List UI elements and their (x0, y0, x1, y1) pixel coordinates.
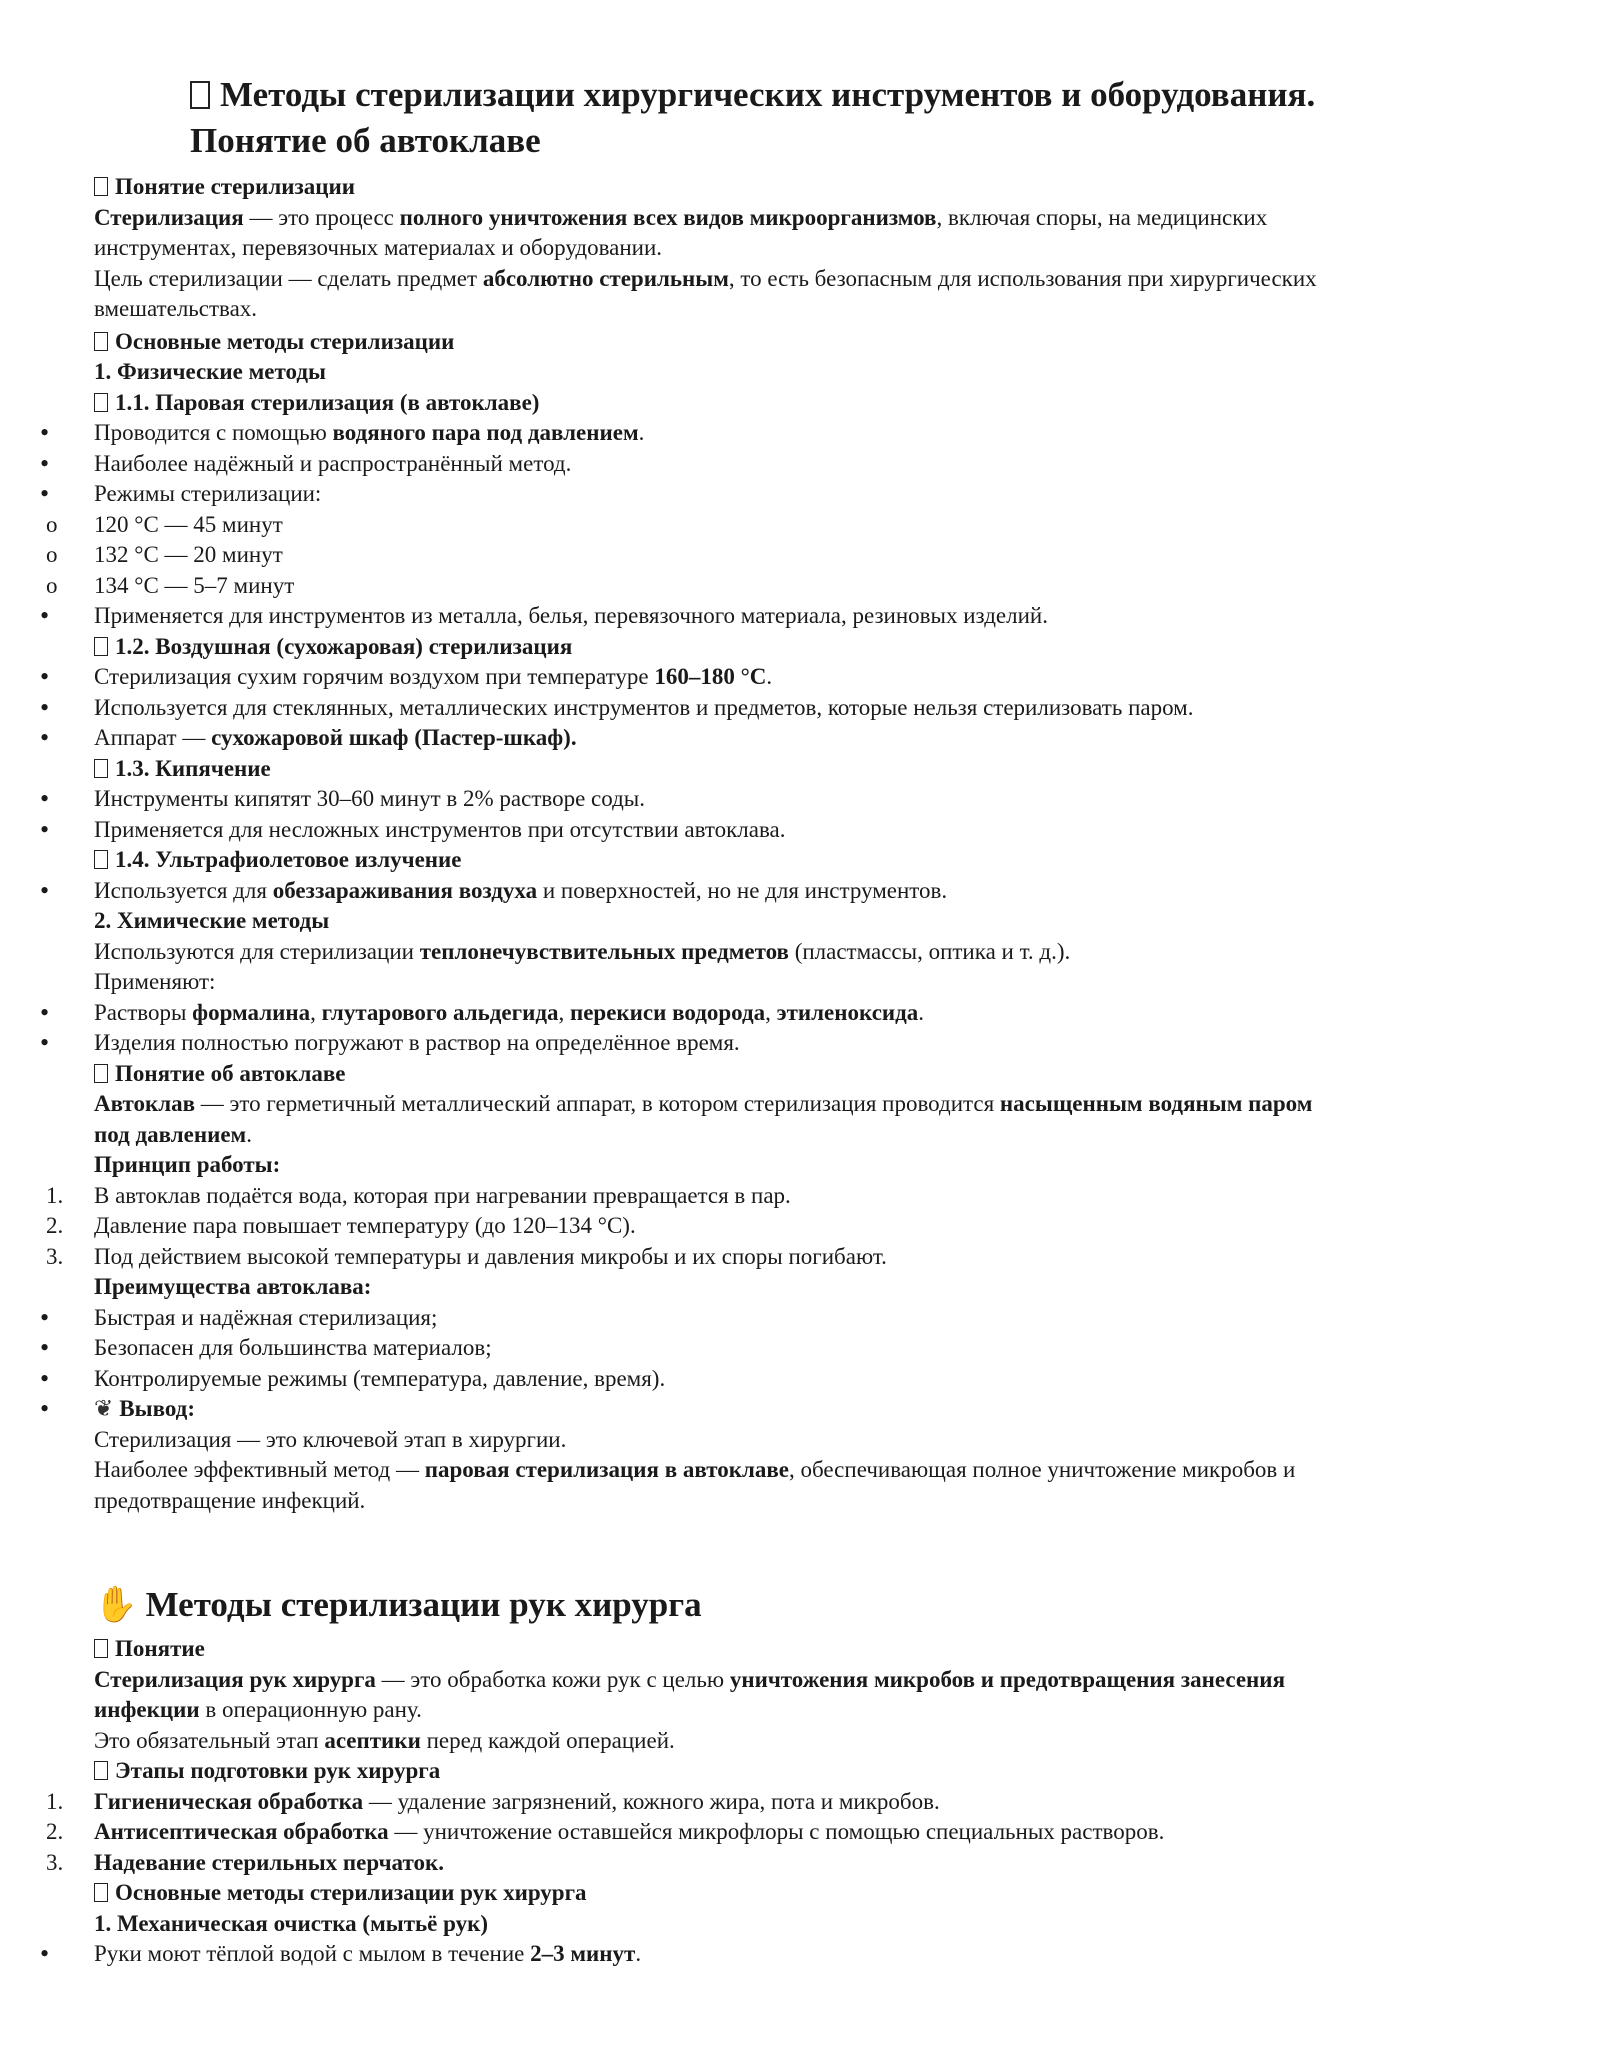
missing-glyph-icon (94, 332, 108, 351)
bullet-icon: • (40, 1939, 50, 1968)
section-heading: Понятие стерилизации (0, 172, 1600, 203)
bullet-icon: • (40, 997, 50, 1027)
list-item: • Применяется для несложных инструментов при отсутствии автоклава. (40, 814, 786, 844)
missing-glyph-icon (94, 759, 108, 778)
bullet-icon: • (40, 814, 50, 844)
paragraph: предотвращение инфекций. (94, 1487, 366, 1513)
list-number: 3. (46, 1243, 64, 1269)
list-item: • Контролируемые режимы (температура, давление, время). (40, 1363, 666, 1393)
subsection-heading: Преимущества автоклава: (94, 1274, 372, 1299)
sub-list-item: o 132 °С — 20 минут (0, 540, 1600, 571)
circle-bullet-icon: o (46, 542, 58, 567)
list-item: • Безопасен для большинства материалов; (40, 1333, 492, 1362)
document-body (0, 172, 1600, 1516)
list-item: • Режимы стерилизации: (40, 479, 322, 508)
list-item: • Применяется для инструментов из металла, белья, перевязочного материала, резиновых изделий. (40, 601, 1048, 630)
bullet-icon: • (40, 1363, 50, 1393)
list-number: 2. (46, 1819, 64, 1844)
subsection-heading: 1.3. Кипячение (0, 754, 1600, 785)
section-heading: Основные методы стерилизации (0, 327, 1600, 358)
missing-glyph-icon (94, 637, 108, 656)
list-number: 1. (46, 1182, 64, 1208)
paragraph: Наиболее эффективный метод — паровая стерилизация в автоклаве, обеспечивающая полное уничтожение микробов и (94, 1457, 1296, 1482)
missing-glyph-icon (94, 1761, 108, 1780)
bullet-icon: • (40, 723, 50, 752)
bullet-icon: • (40, 418, 50, 447)
subsection-heading: 1.1. Паровая стерилизация (в автоклаве) (0, 388, 1600, 419)
paragraph: Это обязательный этап асептики перед каждой операцией. (94, 1727, 675, 1753)
subsection-heading: Принцип работы: (94, 1152, 281, 1177)
subsection-heading: 2. Химические методы (94, 908, 330, 933)
bullet-icon: • (40, 1394, 50, 1423)
leaf-icon: ❦ (94, 1396, 114, 1421)
missing-glyph-icon (94, 1883, 108, 1902)
paragraph: Автоклав — это герметичный металлический аппарат, в котором стерилизация проводится насыщенным водяным паром (94, 1091, 1313, 1116)
numbered-item: 2. Антисептическая обработка — уничтожение оставшейся микрофлоры с помощью специальных растворов. (0, 1817, 1600, 1848)
bullet-icon: • (40, 1333, 50, 1362)
numbered-item: 2. Давление пара повышает температуру (до 120–134 °С). (0, 1211, 1600, 1242)
raised-hand-icon: ✋ (94, 1585, 138, 1624)
section-title-hands: ✋ Методы стерилизации рук хирурга (94, 1582, 1394, 1628)
paragraph: Применяют: (94, 969, 216, 994)
list-item: • Изделия полностью погружают в раствор на определённое время. (40, 1028, 740, 1057)
paragraph: Используются для стерилизации теплонечувствительных предметов (пластмассы, оптика и т. д.). (94, 938, 1071, 964)
missing-glyph-icon (94, 393, 108, 412)
bullet-icon: • (40, 479, 50, 508)
sub-list-item: o 120 °С — 45 минут (0, 510, 1600, 541)
list-item: • ❦ Вывод: (40, 1394, 195, 1423)
circle-bullet-icon: o (46, 572, 58, 598)
bullet-icon: • (40, 601, 50, 630)
subsection-heading: 1.2. Воздушная (сухожаровая) стерилизация (0, 632, 1600, 663)
section-heading: Понятие об автоклаве (0, 1059, 1600, 1090)
bullet-icon: • (40, 662, 50, 691)
paragraph: Стерилизация — это процесс полного уничтожения всех видов микроорганизмов, включая споры, на медицинских (94, 204, 1268, 230)
missing-glyph-icon (190, 81, 210, 109)
paragraph: вмешательствах. (94, 296, 258, 321)
list-item: • Аппарат — сухожаровой шкаф (Пастер-шкаф). (40, 723, 577, 752)
missing-glyph-icon (94, 177, 108, 196)
list-number: 3. (46, 1849, 64, 1875)
numbered-item: 1. В автоклав подаётся вода, которая при нагревании превращается в пар. (0, 1181, 1600, 1212)
bullet-icon: • (40, 1028, 50, 1057)
bullet-icon: • (40, 784, 50, 813)
section-heading: Основные методы стерилизации рук хирурга (0, 1878, 1600, 1909)
sub-list-item: o 134 °С — 5–7 минут (0, 571, 1600, 602)
bullet-icon: • (40, 1302, 50, 1332)
list-number: 2. (46, 1213, 64, 1238)
bullet-icon: • (40, 448, 50, 478)
paragraph: Цель стерилизации — сделать предмет абсолютно стерильным, то есть безопасным для использования при хирургических (94, 265, 1317, 291)
paragraph: инструментах, перевязочных материалах и оборудовании. (94, 235, 663, 260)
list-number: 1. (46, 1788, 64, 1814)
bullet-icon: • (40, 692, 50, 722)
document-body-hands (0, 1634, 1600, 1970)
missing-glyph-icon (94, 850, 108, 869)
list-item: • Инструменты кипятят 30–60 минут в 2% растворе соды. (40, 784, 646, 813)
paragraph: Стерилизация рук хирурга — это обработка кожи рук с целью уничтожения микробов и предотвращения занесения (94, 1666, 1286, 1692)
circle-bullet-icon: o (46, 511, 58, 537)
subsection-heading: 1. Механическая очистка (мытьё рук) (94, 1910, 489, 1936)
list-item: • Стерилизация сухим горячим воздухом при температуре 160–180 °С. (40, 662, 773, 691)
subsection-heading: 1. Физические методы (94, 359, 326, 384)
paragraph: под давлением. (94, 1121, 252, 1147)
list-item: • Растворы формалина, глутарового альдегида, перекиси водорода, этиленоксида. (40, 997, 925, 1027)
list-item: • Наиболее надёжный и распространённый метод. (40, 448, 572, 478)
list-item: • Используется для обеззараживания воздуха и поверхностей, но не для инструментов. (40, 875, 948, 905)
missing-glyph-icon (94, 1064, 108, 1083)
list-item: • Используется для стеклянных, металлических инструментов и предметов, которые нельзя стерилизовать паром. (40, 692, 1194, 722)
paragraph: Стерилизация — это ключевой этап в хирургии. (94, 1426, 567, 1452)
list-item: • Руки моют тёплой водой с мылом в течение 2–3 минут. (40, 1939, 642, 1968)
section-heading: Понятие (0, 1634, 1600, 1665)
list-item: • Проводится с помощью водяного пара под давлением. (40, 418, 645, 447)
numbered-item: 3. Под действием высокой температуры и давления микробы и их споры погибают. (0, 1242, 1600, 1273)
bullet-icon: • (40, 875, 50, 905)
numbered-item: 3. Надевание стерильных перчаток. (0, 1848, 1600, 1879)
paragraph: инфекции в операционную рану. (94, 1697, 422, 1722)
numbered-item: 1. Гигиеническая обработка — удаление загрязнений, кожного жира, пота и микробов. (0, 1787, 1600, 1818)
missing-glyph-icon (94, 1639, 108, 1658)
list-item: • Быстрая и надёжная стерилизация; (40, 1302, 438, 1332)
section-heading: Этапы подготовки рук хирурга (0, 1756, 1600, 1787)
document-title: Методы стерилизации хирургических инструментов и оборудования. Понятие об автоклаве (190, 75, 1316, 160)
subsection-heading: 1.4. Ультрафиолетовое излучение (0, 845, 1600, 876)
